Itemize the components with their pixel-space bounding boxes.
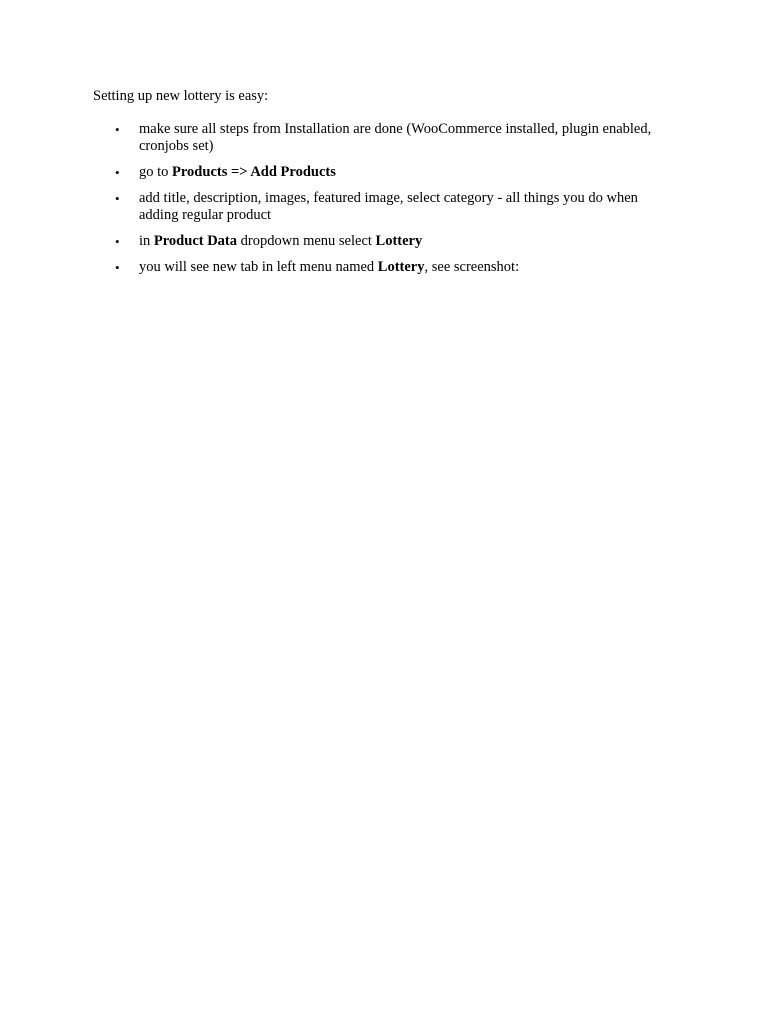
steps-list <box>0 121 768 285</box>
step-text: go to <box>139 164 173 180</box>
bullet-icon: • <box>115 260 120 275</box>
list-item <box>0 233 768 250</box>
bullet-icon: • <box>115 191 120 206</box>
step-text: make sure all steps from Installation are done (WooCommerce installed, plugin enabled, cronjobs set) <box>139 121 652 154</box>
step-text: you will see new tab in left menu named <box>139 259 378 275</box>
list-item <box>0 259 768 276</box>
product-data-label: Product Data <box>153 233 238 249</box>
list-item <box>0 190 768 224</box>
lottery-label: Lottery <box>375 233 423 249</box>
intro-text: Setting up new lottery is easy: <box>93 88 269 104</box>
list-item <box>0 121 768 155</box>
bullet-icon: • <box>115 234 120 249</box>
step-text: dropdown menu select <box>237 233 376 249</box>
bullet-icon: • <box>115 122 120 137</box>
menu-path: Products => Add Products <box>172 164 336 180</box>
step-text: in <box>139 233 154 249</box>
step-text: add title, description, images, featured image, select category - all things you do when adding regular product <box>139 190 638 223</box>
step-text: , see screenshot: <box>424 259 520 275</box>
lottery-tab-label: Lottery <box>377 259 425 275</box>
list-item <box>0 164 768 181</box>
bullet-icon: • <box>115 165 120 180</box>
